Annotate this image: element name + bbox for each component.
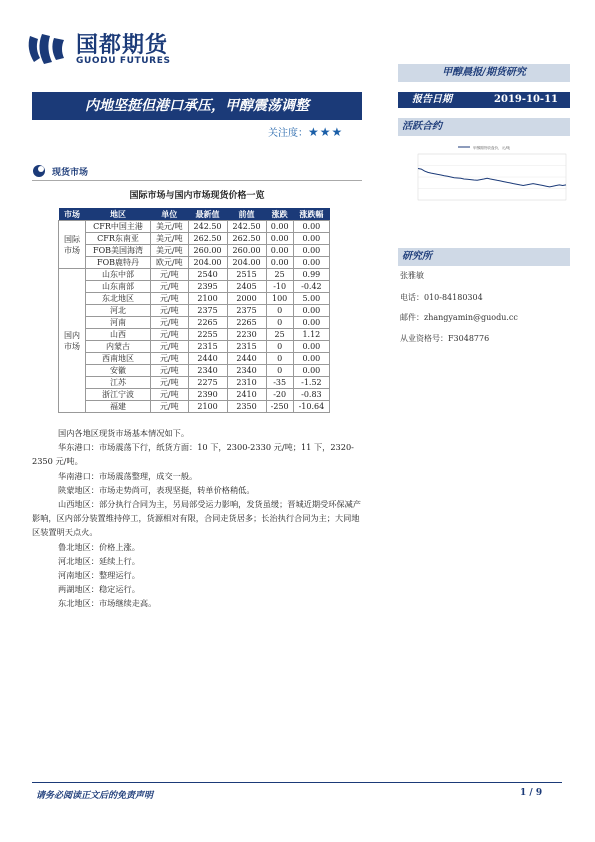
table-cell: 2100: [188, 293, 227, 305]
table-cell: 2255: [188, 329, 227, 341]
table-header-cell: 单位: [151, 208, 188, 221]
research-label: 研究所: [402, 251, 432, 262]
section-title: 现货市场: [52, 168, 89, 178]
table-row: [59, 401, 330, 413]
table-cell: FOB美国海湾: [86, 245, 151, 257]
report-date-bar: [398, 92, 570, 108]
disclaimer-note: 请务必阅读正文后的免责声明: [36, 791, 154, 801]
table-cell: 东北地区: [86, 293, 151, 305]
table-cell: 元/吨: [151, 281, 188, 293]
table-cell: 0.99: [293, 269, 329, 281]
table-cell: 0: [266, 341, 293, 353]
table-cell: 0.00: [266, 221, 293, 233]
report-category: 甲醇晨报/期货研究: [398, 64, 570, 82]
table-cell: 0: [266, 305, 293, 317]
table-cell: -20: [266, 389, 293, 401]
table-row: [59, 293, 330, 305]
table-cell: 美元/吨: [151, 245, 188, 257]
table-cell: 元/吨: [151, 401, 188, 413]
table-row: [59, 389, 330, 401]
paragraph: 华南港口：市场震荡整理，成交一般。: [58, 470, 198, 481]
table-cell: 元/吨: [151, 377, 188, 389]
page-number: 1 / 9: [520, 788, 543, 798]
table-cell: 元/吨: [151, 389, 188, 401]
table-cell: 西南地区: [86, 353, 151, 365]
table-cell: 260.00: [227, 245, 266, 257]
table-cell: 元/吨: [151, 293, 188, 305]
research-header: [398, 248, 570, 266]
table-cell: 江苏: [86, 377, 151, 389]
table-cell: 河北: [86, 305, 151, 317]
table-cell: 元/吨: [151, 317, 188, 329]
table-cell: -0.83: [293, 389, 329, 401]
table-cell: 2315: [188, 341, 227, 353]
table-cell: 2540: [188, 269, 227, 281]
table-cell: 242.50: [188, 221, 227, 233]
table-row: [59, 245, 330, 257]
table-cell: 2315: [227, 341, 266, 353]
table-cell: 欧元/吨: [151, 257, 188, 269]
table-cell: 浙江宁波: [86, 389, 151, 401]
table-cell: 0.00: [293, 233, 329, 245]
table-cell: 2515: [227, 269, 266, 281]
section-divider: [32, 180, 362, 181]
table-cell: 0.00: [266, 233, 293, 245]
table-cell: 0.00: [293, 305, 329, 317]
table-cell: CFR中国主港: [86, 221, 151, 233]
attention-label: 关注度：: [268, 128, 308, 139]
table-cell: 204.00: [188, 257, 227, 269]
table-header-row: [59, 208, 330, 221]
table-cell: -1.52: [293, 377, 329, 389]
report-date: 2019-10-11: [494, 94, 558, 105]
table-row: [59, 233, 330, 245]
table-cell: 2265: [188, 317, 227, 329]
table-cell: 2340: [188, 365, 227, 377]
table-cell: -250: [266, 401, 293, 413]
table-cell: 2410: [227, 389, 266, 401]
table-cell: 25: [266, 269, 293, 281]
report-date-label: 报告日期: [412, 94, 452, 105]
table-header-cell: 涨跌幅: [293, 208, 329, 221]
table-cell: 安徽: [86, 365, 151, 377]
table-cell: -35: [266, 377, 293, 389]
star-rating-icon: ★★★: [308, 125, 344, 139]
company-logo-icon: [24, 30, 70, 68]
table-row: [59, 353, 330, 365]
table-cell: 2265: [227, 317, 266, 329]
table-row: [59, 341, 330, 353]
table-cell: 262.50: [188, 233, 227, 245]
table-header-cell: 前值: [227, 208, 266, 221]
table-cell: -10.64: [293, 401, 329, 413]
table-cell: 元/吨: [151, 341, 188, 353]
table-cell: 元/吨: [151, 305, 188, 317]
table-cell: 0.00: [293, 353, 329, 365]
table-cell: 1.12: [293, 329, 329, 341]
table-cell: -10: [266, 281, 293, 293]
table-cell: 0.00: [293, 341, 329, 353]
table-cell: 2275: [188, 377, 227, 389]
table-cell: 0.00: [293, 257, 329, 269]
section-bullet-icon: [32, 164, 46, 178]
table-cell: 2100: [188, 401, 227, 413]
analyst-email: 邮件：zhangyamin@guodu.cc: [400, 313, 518, 322]
active-contract-chart: [396, 140, 572, 224]
paragraph: 东北地区：市场继续走高。: [58, 598, 157, 609]
paragraph: 两湖地区：稳定运行。: [58, 584, 140, 595]
table-cell: 5.00: [293, 293, 329, 305]
market-group-cell: 国内市场: [59, 269, 86, 413]
chart-legend-label: 甲醇期货收盘价，元/吨: [473, 146, 511, 150]
table-row: [59, 257, 330, 269]
table-header-cell: 最新值: [188, 208, 227, 221]
paragraph: 河南地区：整理运行。: [58, 570, 140, 581]
report-title: 内地坚挺但港口承压，甲醇震荡调整: [32, 92, 362, 120]
table-row: [59, 281, 330, 293]
spot-price-table: [58, 208, 330, 413]
analyst-license: 从业资格号：F3048776: [400, 334, 490, 343]
attention-rating: [268, 124, 343, 139]
table-cell: 0.00: [293, 365, 329, 377]
table-cell: 2350: [227, 401, 266, 413]
table-cell: 0.00: [293, 221, 329, 233]
table-cell: 元/吨: [151, 329, 188, 341]
table-header-cell: 地区: [86, 208, 151, 221]
table-cell: 2405: [227, 281, 266, 293]
analyst-name: 张雅敏: [400, 271, 424, 280]
paragraph: 国内各地区现货市场基本情况如下。: [58, 428, 190, 438]
table-cell: 25: [266, 329, 293, 341]
table-cell: 0.00: [266, 245, 293, 257]
table-cell: 元/吨: [151, 353, 188, 365]
table-cell: 2230: [227, 329, 266, 341]
table-row: [59, 329, 330, 341]
paragraph: 河北地区：延续上行。: [58, 555, 140, 566]
table-cell: 2375: [188, 305, 227, 317]
active-contract-label: 活跃合约: [402, 121, 442, 132]
table-cell: 元/吨: [151, 269, 188, 281]
table-row: [59, 305, 330, 317]
table-cell: 美元/吨: [151, 221, 188, 233]
paragraph: 鲁北地区：价格上涨。: [58, 541, 140, 552]
table-cell: CFR东南亚: [86, 233, 151, 245]
table-caption: 国际市场与国内市场现货价格一览: [129, 191, 265, 201]
table-cell: 242.50: [227, 221, 266, 233]
table-cell: 0: [266, 353, 293, 365]
table-cell: 元/吨: [151, 365, 188, 377]
table-row: [59, 221, 330, 233]
table-header-cell: 涨跌: [266, 208, 293, 221]
table-row: [59, 317, 330, 329]
table-cell: 204.00: [227, 257, 266, 269]
market-group-cell: 国际市场: [59, 221, 86, 269]
paragraph: 华东港口：市场震荡下行，纸货方面：10 下，2300-2330 元/吨；11 下，2320-2350 元/吨。: [32, 442, 354, 467]
table-header-cell: 市场: [59, 208, 86, 221]
table-cell: 2440: [188, 353, 227, 365]
analyst-phone: 电话：010-84180304: [400, 293, 483, 302]
table-cell: 2375: [227, 305, 266, 317]
table-cell: 山东中部: [86, 269, 151, 281]
table-cell: 0.00: [293, 317, 329, 329]
table-cell: 内蒙古: [86, 341, 151, 353]
active-contract-header: [398, 118, 570, 136]
footer-divider: [32, 782, 562, 783]
paragraph: 山西地区：部分执行合同为主，另局部受运力影响，发货虽缓；晋城近期受环保减产影响，区内部分装置维持停工，货源相对有限，合同走货居多；长治执行合同为主；大同地区装置明天点火。: [32, 499, 361, 538]
table-cell: 262.50: [227, 233, 266, 245]
logo-cn: 国都期货: [76, 33, 169, 58]
table-cell: 2340: [227, 365, 266, 377]
table-cell: 0.00: [293, 245, 329, 257]
table-row: [59, 269, 330, 281]
table-cell: 260.00: [188, 245, 227, 257]
table-cell: 0: [266, 317, 293, 329]
table-cell: 2440: [227, 353, 266, 365]
table-cell: 福建: [86, 401, 151, 413]
logo-en: GUODU FUTURES: [76, 56, 171, 66]
paragraph: 陕蒙地区：市场走势尚可，表现坚挺，转单价格稍低。: [58, 484, 255, 495]
table-cell: 美元/吨: [151, 233, 188, 245]
market-commentary: [32, 426, 362, 611]
table-row: [59, 377, 330, 389]
table-cell: 0.00: [266, 257, 293, 269]
table-cell: 0: [266, 365, 293, 377]
table-cell: 2310: [227, 377, 266, 389]
table-row: [59, 365, 330, 377]
table-cell: 河南: [86, 317, 151, 329]
chart-series-line: [418, 169, 566, 187]
table-cell: 2395: [188, 281, 227, 293]
table-cell: -0.42: [293, 281, 329, 293]
table-cell: 2390: [188, 389, 227, 401]
table-cell: 山西: [86, 329, 151, 341]
table-cell: FOB鹿特丹: [86, 257, 151, 269]
table-cell: 山东南部: [86, 281, 151, 293]
table-cell: 100: [266, 293, 293, 305]
table-cell: 2000: [227, 293, 266, 305]
